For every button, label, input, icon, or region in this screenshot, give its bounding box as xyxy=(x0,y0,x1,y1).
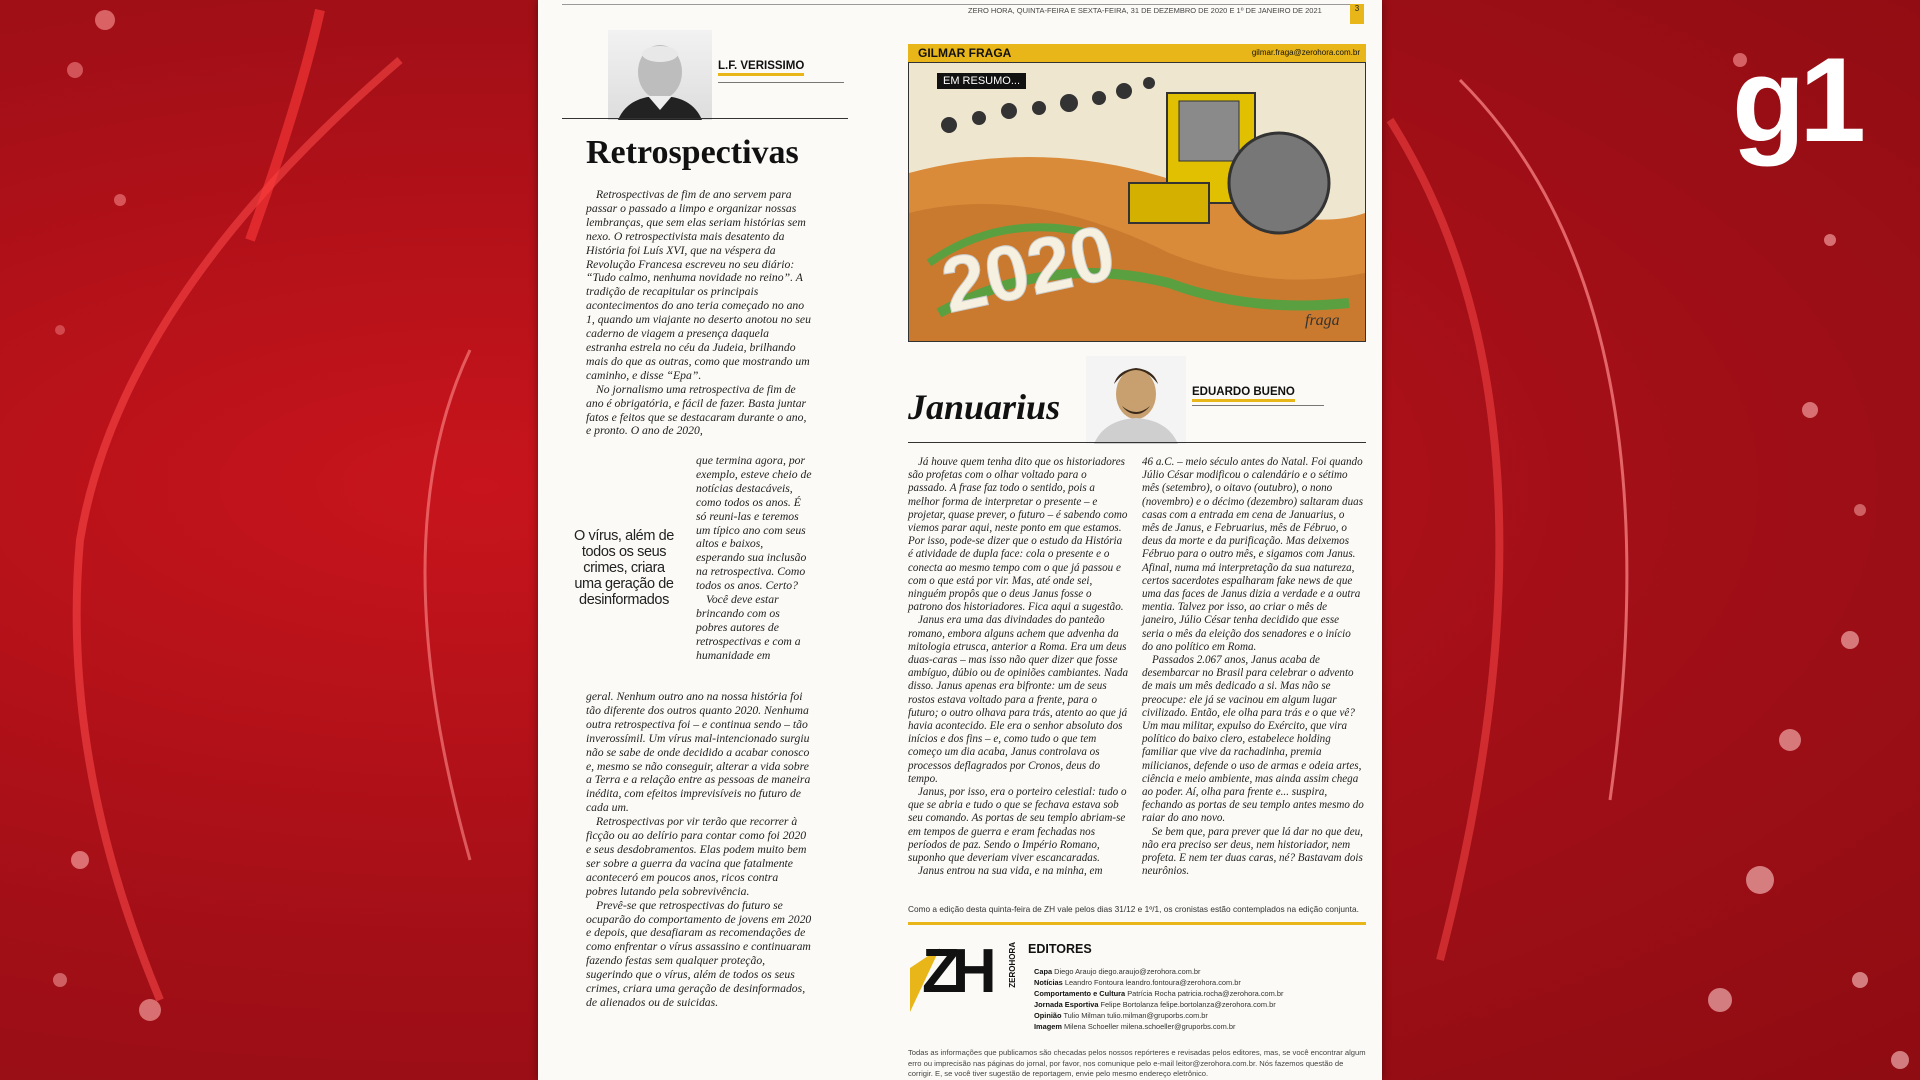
verissimo-photo-icon xyxy=(608,30,712,120)
zh-logo-text: ZH xyxy=(922,937,989,1006)
cartoon-signature: fraga xyxy=(1305,312,1340,329)
article-body-bottom xyxy=(586,690,812,1010)
paragraph: Retrospectivas de fim de ano servem para passar o passado a limpo e organizar nossas lembranças, que sem elas seriam histórias sem nexo. O retrospectivista mais desatento da História foi Luís XVI, que na véspera da Revolução Francesa escreveu no seu diário: “Tudo calmo, nenhuma novidade no reino”. A tradição de recapitular os principais acontecimentos do ano teria começado no ano 1, quando um viajante no deserto anotou no seu caderno de viagem a presença daquela estranha estrela no céu da Judeia, brilhando mais do que as outras, como que mostrando um caminho, e disse “Epa”. xyxy=(586,188,811,382)
paragraph: Janus entrou na sua vida, e na minha, em xyxy=(918,865,1103,878)
list-item: Capa Diego Araujo diego.araujo@zerohora.com.br xyxy=(1034,967,1201,976)
paragraph: geral. Nenhum outro ano na nossa história foi tão diferente dos outros quanto 2020. Nenhuma outra retrospectiva foi – e continua sendo – tão inverossímil. Um vírus mal-intencionado surgiu não se sabe de onde decidido a acabar conosco e, mesmo se não conseguir, alterar a vida sobre a Terra e a relação entre as pessoas de maneira inédita, com efeitos imprevisíveis no futuro de cada um. xyxy=(586,690,811,815)
cartoonist-email: gilmar.fraga@zerohora.com.br xyxy=(1251,48,1360,57)
author-verissimo: L.F. VERISSIMO xyxy=(718,60,804,76)
column-rule xyxy=(562,118,848,119)
editors-list xyxy=(1034,966,1283,1032)
list-item: Comportamento e Cultura Patrícia Rocha patricia.rocha@zerohora.com.br xyxy=(1034,989,1284,998)
paragraph: 46 a.C. – meio século antes do Natal. Foi quando Júlio César modificou o calendário e o sétimo mês (setembro), o oitavo (outubro), o nono (novembro) e o décimo (dezembro) saltaram duas casas com a entrada em cena de Januarius, o mês de Janus, e Februarius, mês de Fébruo, o deus da morte e da purificação. Mas deixemos Fébruo para o outro mês, e sigamos com Janus. Afinal, numa má interpretação da sua natureza, certos sacerdotes espalharam fake news de que uma das faces de Janus dizia a verdade e a outra mentia. Talvez por isso, ao criar o mês de janeiro, Júlio César tenha decidido que esse seria o mês da eleição dos senadores e o início do ano político em Roma. xyxy=(1142,456,1364,653)
newspaper-page xyxy=(538,0,1382,1080)
cartoonist-name: GILMAR FRAGA xyxy=(918,46,1012,60)
g1-logo: g1 xyxy=(1731,33,1860,167)
list-item: Imagem Milena Schoeller milena.schoeller@gruporbs.com.br xyxy=(1034,1022,1236,1031)
newspaper-header: ZERO HORA, QUINTA-FEIRA E SEXTA-FEIRA, 31 DE DEZEMBRO DE 2020 E 1º DE JANEIRO DE 2021 xyxy=(968,6,1322,15)
paragraph: Janus era uma das divindades do panteão romano, embora alguns achem que advenha da mitologia etrusca, anterior a Roma. Era um deus duas-caras – mas isso não quer dizer que fosse ambíguo, dúbio ou de opiniões cambiantes. Nada disso. Janus apenas era bifronte: um de seus rostos estava voltado para a frente, para o futuro; o outro olhava para trás, atento ao que já havia acontecido. Ele era o senhor absoluto dos inícios e dos fins – e, como tudo o que tem começo um dia acaba, Janus controlava os processos deflagrados por Cronos, deus do tempo. xyxy=(908,614,1129,785)
article-body-top xyxy=(586,188,812,438)
page-number: 3 xyxy=(1350,4,1364,24)
paragraph: Você deve estar brincando com os pobres autores de retrospectivas e com a humanidade em xyxy=(696,593,801,662)
article-title-retrospectivas: Retrospectivas xyxy=(586,134,799,171)
edition-note: Como a edição desta quinta-feira de ZH vale pelos dias 31/12 e 1º/1, os cronistas estão contemplados na edição conjunta. xyxy=(908,904,1359,914)
article-title-januarius: Januarius xyxy=(908,387,1061,427)
paragraph: Já houve quem tenha dito que os historiadores são profetas com o olhar voltado para o passado. A frase faz todo o sentido, pois a melhor forma de interpretar o presente – e projetar, quase prever, o futuro – é sabendo como viemos parar aqui, neste ponto em que estamos. Por isso, pode-se dizer que o estudo da História é atividade de dupla face: cola o presente e o conecta ao mesmo tempo com o que já passou e com o que está por vir. Mas, até onde sei, ninguém propôs que o deus Janus fosse o patrono dos historiadores. Fica aqui a sugestão. xyxy=(908,456,1128,614)
footer-disclaimer: Todas as informações que publicamos são checadas pelos nossos repórteres e revisadas pelos editores, mas, se você encontrar algum erro ou imprecisão nas páginas do jornal, por favor, nos comunique pelo e-mail leitor@zerohora.com.br. Nós fazemos questão de corrigir. E, se você tiver sugestão de reportagem, envie pelo mesmo endereço eletrônico. xyxy=(908,1048,1366,1078)
list-item: Notícias Leandro Fontoura leandro.fontoura@zerohora.com.br xyxy=(1034,978,1241,987)
verissimo-portrait xyxy=(608,30,712,120)
editors-title: EDITORES xyxy=(1028,942,1092,956)
author-bueno: EDUARDO BUENO xyxy=(1192,386,1295,402)
list-item: Opinião Tulio Milman tulio.milman@gruporbs.com.br xyxy=(1034,1011,1208,1020)
paragraph: Passados 2.067 anos, Janus acaba de desembarcar no Brasil para celebrar o advento de mais um mês dedicado a si. Mas não se preocupe: ele já se vacinou em algum lugar civilizado. Então, ele olha para trás e o que vê? Um mau militar, expulso do Exército, que vira político do baixo clero, estabelece holding familiar que vive da rachadinha, premia milicianos, defende o uso de armas e odeia artes, ciência e meio ambiente, mas ainda assim chega ao poder. Aí, olha para frente e... suspira, fechando as portas de seu templo antes mesmo do raiar do ano novo. xyxy=(1142,654,1364,825)
paragraph: Janus, por isso, era o porteiro celestial: tudo o que se abria e tudo o que se fechava estava sob seu comando. As portas de seu templo abriam-se em tempos de guerra e eram fechadas nos períodos de paz. Sendo o Império Romano, suponho que deveriam viver escancaradas. xyxy=(908,786,1127,865)
januarius-column-a xyxy=(908,456,1128,879)
top-rule xyxy=(562,0,1362,5)
zh-logo-side-text: ZEROHORA xyxy=(1008,942,1017,988)
bueno-photo-icon xyxy=(1086,356,1186,444)
zh-logo xyxy=(910,937,1017,1012)
cartoon-caption: EM RESUMO... xyxy=(937,73,1026,89)
paragraph: Prevê-se que retrospectivas do futuro se ocuparão do comportamento de jovens em 2020 e depois, que desafiaram as recomendações de como enfrentar o vírus assassino e continuaram fazendo festas sem qualquer proteção, sugerindo que o vírus, além de todos os seus crimes, criara uma geração de desinformados, de alienados ou de suicidas. xyxy=(586,898,812,1009)
bueno-portrait xyxy=(1086,356,1186,444)
paragraph: Retrospectivas por vir terão que recorrer à ficção ou ao delírio para contar como foi 2020 e seus desdobramentos. Elas podem muito bem ser sobre a guerra da vacina que fatalmente aconteceró em poucos anos, ricos contra pobres lutando pela sobrevivência. xyxy=(586,815,807,898)
januarius-column-b xyxy=(1142,456,1364,879)
paragraph: Se bem que, para prever que lá dar no que deu, não era preciso ser deus, nem historiador, nem profeta. E nem ter duas caras, né? Bastavam dois neurônios. xyxy=(1142,825,1363,878)
column-rule xyxy=(908,442,1366,443)
article-body-wrap xyxy=(696,454,814,663)
paragraph: que termina agora, por exemplo, esteve cheio de notícias destacáveis, como todos os anos. É só reuni-las e teremos um típico ano com seus altos e baixos, esperando sua inclusão na retrospectiva. Como todos os anos. Certo? xyxy=(696,454,812,593)
yellow-rule xyxy=(908,922,1366,925)
cartoon-year-text: 2020 xyxy=(934,207,1123,330)
author-underline xyxy=(718,82,844,83)
pull-quote: O vírus, além de todos os seus crimes, criara uma geração de desinformados xyxy=(574,528,674,608)
cartoon-header-bar xyxy=(908,44,1366,62)
list-item: Jornada Esportiva Felipe Bortolanza felipe.bortolanza@zerohora.com.br xyxy=(1034,1000,1276,1009)
cartoon-illustration xyxy=(908,62,1366,342)
paragraph: No jornalismo uma retrospectiva de fim de ano é obrigatória, e fácil de fazer. Basta juntar fatos e feitos que se destacaram durante o ano, e pronto. O ano de 2020, xyxy=(586,382,807,438)
author-underline xyxy=(1192,405,1324,406)
steamroller-cartoon-icon xyxy=(909,63,1365,341)
